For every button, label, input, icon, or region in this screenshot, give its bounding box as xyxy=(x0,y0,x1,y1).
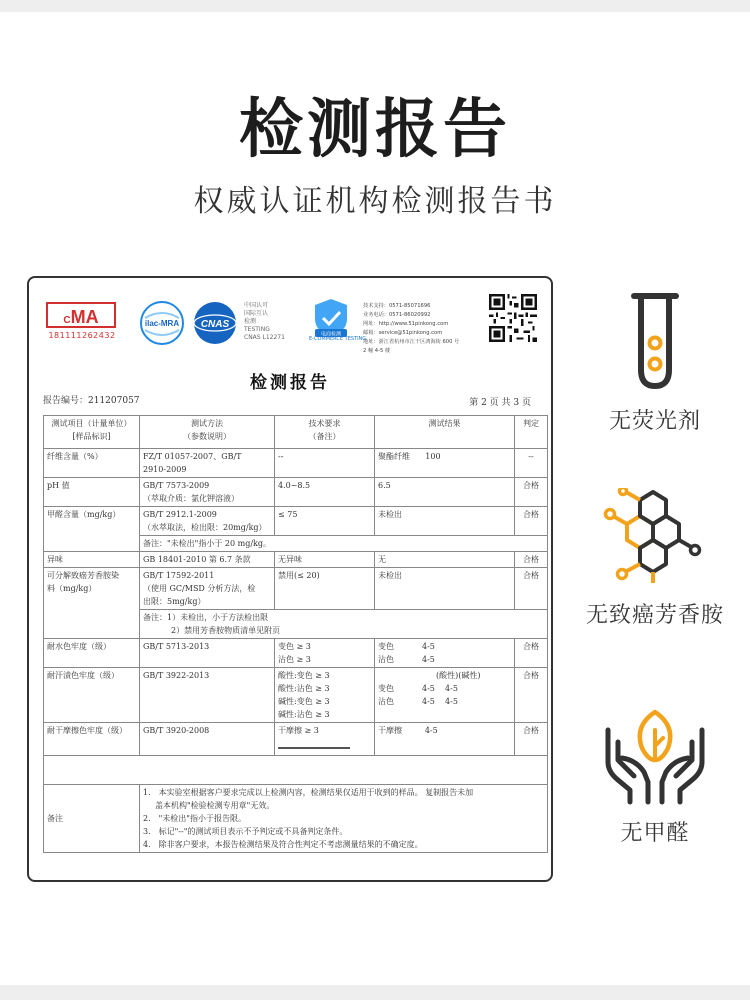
page-subtitle: 权威认证机构检测报告书 xyxy=(193,184,557,219)
table-row: 可分解致癌芳香胺染 料（mg/kg） GB/T 17592-2011 （使用 GC/MSD 分析方法，检 出限：5mg/kg） 禁用(≤ 20) 未检出 合格 xyxy=(44,568,548,610)
table-row: 耐水色牢度（级） GB/T 5713-2013 变色 ≥ 3 沾色 ≥ 3 变色 4-5 沾色 4-5 合格 xyxy=(44,639,548,668)
test-report-card xyxy=(27,276,553,882)
ecommerce-testing-caption: E-COMMERCE TESTING xyxy=(309,336,367,342)
table-row: 耐汗渍色牢度（级） GB/T 3922-2013 酸性:变色 ≥ 3 酸性:沾色 ≥ 3 碱性:变色 ≥ 3 碱性:沾色 ≥ 3 (酸性)(碱性) 变色 4-5 4-5 沾色 4-5 4-5 合格 xyxy=(44,668,548,723)
remarks-row: 备注 1. 本实验室根据客户要求完成以上检测内容，检测结果仅适用于收到的样品。 复制报告未加 盖本机构"检验检测专用章"无效。 2. "未检出"指小于报告限。 3. 标记"--"的测试项目表示不予判定或不具备判定条件。 4. 除非客户要求，本报告检测结果及符合性判定不考虑测量结果的不确定度。 xyxy=(44,785,548,853)
table-header-row xyxy=(44,416,548,449)
test-results-table xyxy=(43,415,548,853)
header-requirement: 技术要求 （备注） xyxy=(275,416,375,449)
header-judgement: 判定 xyxy=(515,416,548,449)
table-row-note: 备注："未检出"指小于 20 mg/kg。 xyxy=(44,536,548,552)
page-title: 检测报告 xyxy=(239,93,511,167)
top-band xyxy=(0,0,750,12)
molecule-icon xyxy=(595,488,715,588)
table-row: 耐干摩擦色牢度（级） GB/T 3920-2008 干摩擦 ≥ 3 干摩擦 4-5 合格 xyxy=(44,723,548,756)
ilac-mra-icon xyxy=(139,300,185,346)
cma-logo xyxy=(46,302,118,346)
cma-mark: CMA xyxy=(46,302,116,328)
test-tube-icon xyxy=(620,288,690,394)
qr-code-icon xyxy=(489,294,537,342)
table-row: 甲醛含量（mg/kg） GB/T 2912.1-2009 （水萃取法，检出限：20mg/kg） ≤ 75 未检出 合格 xyxy=(44,507,548,536)
table-row: pH 值 GB/T 7573-2009 （萃取介质：氯化钾溶液） 4.0~8.5 6.5 合格 xyxy=(44,478,548,507)
cnas-caption: 中国认可 国际互认 检测 TESTING CNAS L12271 xyxy=(244,302,285,341)
report-title: 检测报告 xyxy=(250,373,330,393)
page-indicator: 第 2 页 共 3 页 xyxy=(469,398,531,408)
certification-logos xyxy=(41,292,541,354)
header-result: 测试结果 xyxy=(375,416,515,449)
table-row: 异味 GB 18401-2010 第 6.7 条款 无异味 无 合格 xyxy=(44,552,548,568)
header-item: 测试项目（计量单位） [样品标识] xyxy=(44,416,140,449)
table-row: 纤维含量（%） FZ/T 01057-2007、GB/T 2910-2009 -- 聚酯纤维 100 -- xyxy=(44,449,548,478)
cnas-icon xyxy=(191,300,239,346)
bottom-band xyxy=(0,985,750,1000)
divider-line xyxy=(278,747,350,749)
feature-label: 无荧光剂 xyxy=(608,409,701,434)
feature-label: 无致癌芳香胺 xyxy=(585,603,724,628)
table-row-note: 备注：1）未检出，小于方法检出限 2）禁用芳香胺物质清单见附页 xyxy=(44,610,548,639)
header-method: 测试方法 （参数说明） xyxy=(140,416,275,449)
svg-text:电商检测: 电商检测 xyxy=(320,331,342,338)
svg-text:CNAS: CNAS xyxy=(200,319,230,330)
feature-label: 无甲醛 xyxy=(620,821,690,846)
cma-number: 181111262432 xyxy=(48,331,116,340)
hands-leaf-icon xyxy=(600,700,710,806)
report-number: 报告编号：211207057 xyxy=(43,396,140,406)
table-row-blank xyxy=(44,756,548,785)
lab-contact-info: 技术支持：0571-85071696 业务电话：0571-86020992 网址：http://www.51pinkong.com 邮箱：service@51pinkong.com 地址：浙江省杭州市江干区鸿海街 600 号 2 幢 4-5 楼 xyxy=(363,303,460,354)
feature-no-fluorescent xyxy=(560,288,750,435)
feature-no-aromatic-amine xyxy=(560,488,750,629)
svg-text:ilac-MRA: ilac-MRA xyxy=(144,319,180,328)
feature-no-formaldehyde xyxy=(560,700,750,847)
